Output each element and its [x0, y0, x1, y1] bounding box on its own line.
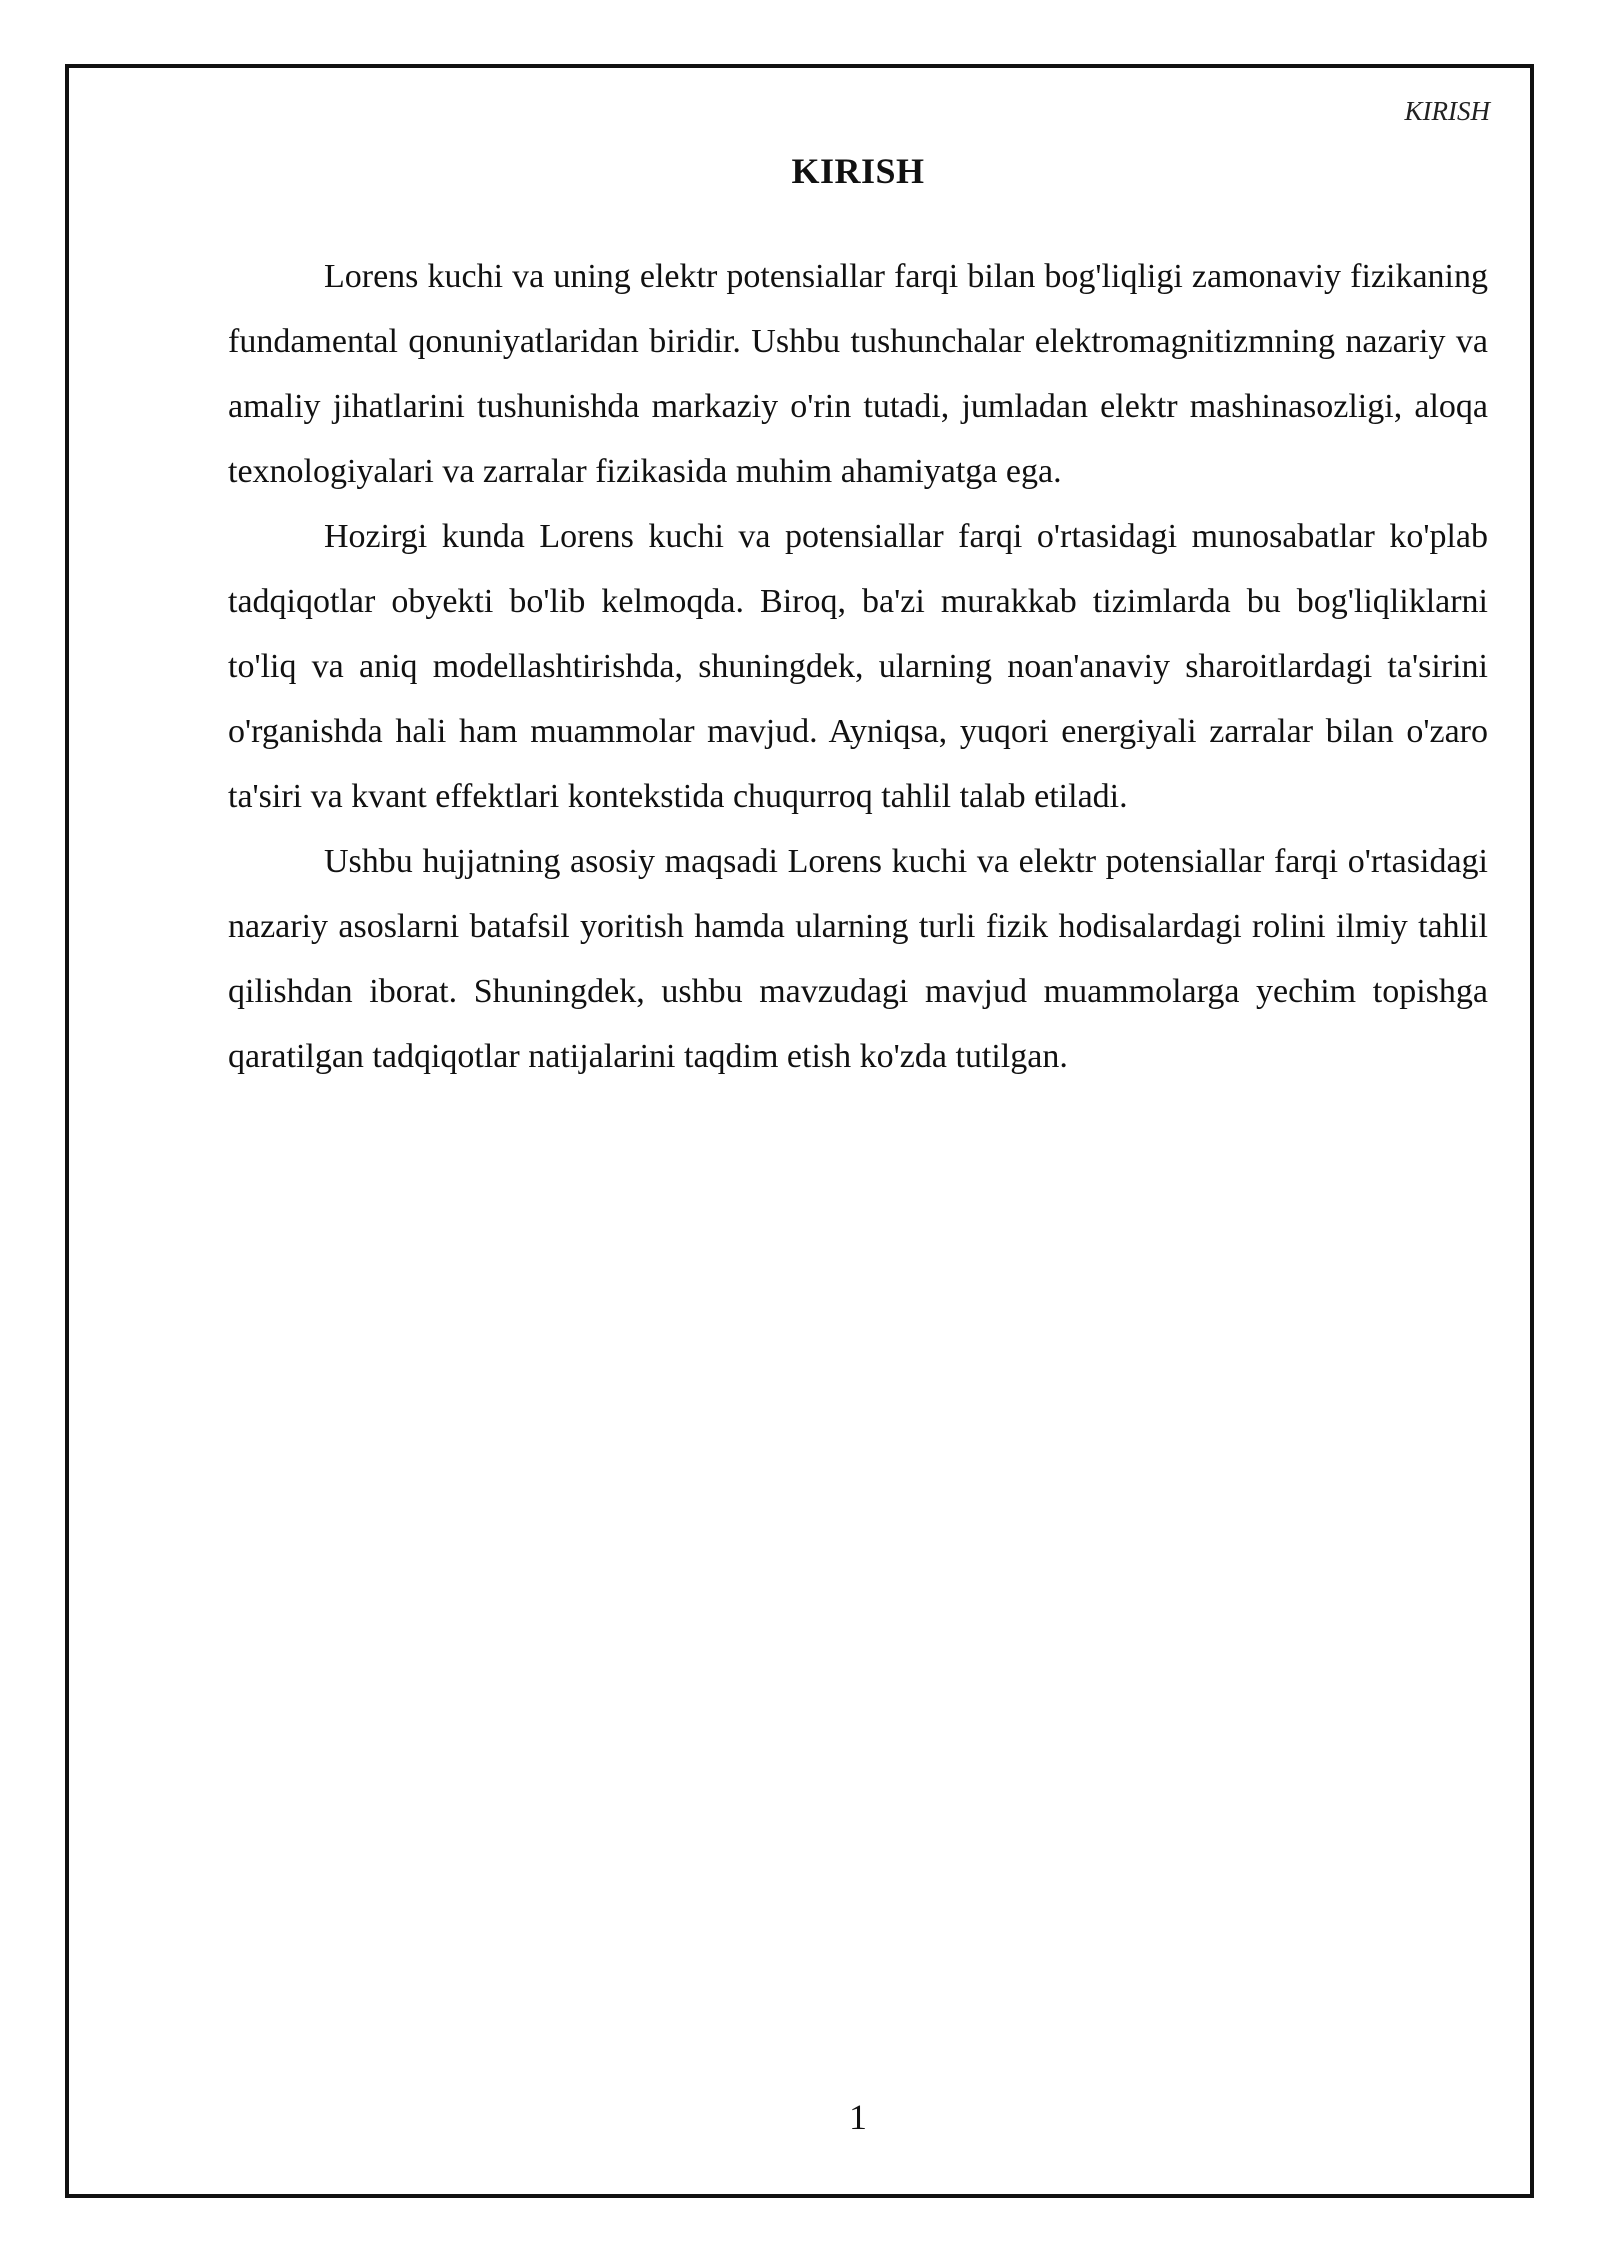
paragraph: Lorens kuchi va uning elektr potensiallar farqi bilan bog'liqligi zamonaviy fizikaning fundamental qonuniyatlaridan biridir. Ushbu tushunchalar elektromagnitizmning nazariy va amaliy jihatlarini tushunishda markaziy o'rin tutadi, jumladan elektr mashinasozligi, aloqa texnologiyalari va zarralar fizikasida muhim ahamiyatga ega. [228, 258, 1488, 490]
page-title: KIRISH [791, 151, 925, 191]
running-header: KIRISH [1404, 96, 1490, 126]
paragraph: Hozirgi kunda Lorens kuchi va potensiallar farqi o'rtasidagi munosabatlar ko'plab tadqiqotlar obyekti bo'lib kelmoqda. Biroq, ba'zi murakkab tizimlarda bu bog'liqliklarni to'liq va aniq modellashtirishda, shuningdek, ularning noan'anaviy sharoitlardagi ta'sirini o'rganishda hali ham muammolar mavjud. Ayniqsa, yuqori energiyali zarralar bilan o'zaro ta'siri va kvant effektlari kontekstida chuqurroq tahlil talab etiladi. [228, 518, 1488, 815]
paragraph: Ushbu hujjatning asosiy maqsadi Lorens kuchi va elektr potensiallar farqi o'rtasidagi nazariy asoslarni batafsil yoritish hamda ularning turli fizik hodisalardagi rolini ilmiy tahlil qilishdan iborat. Shuningdek, ushbu mavzudagi mavjud muammolarga yechim topishga qaratilgan tadqiqotlar natijalarini taqdim etish ko'zda tutilgan. [228, 843, 1488, 1075]
page-number: 1 [849, 2097, 867, 2137]
body-text [228, 244, 1488, 1089]
